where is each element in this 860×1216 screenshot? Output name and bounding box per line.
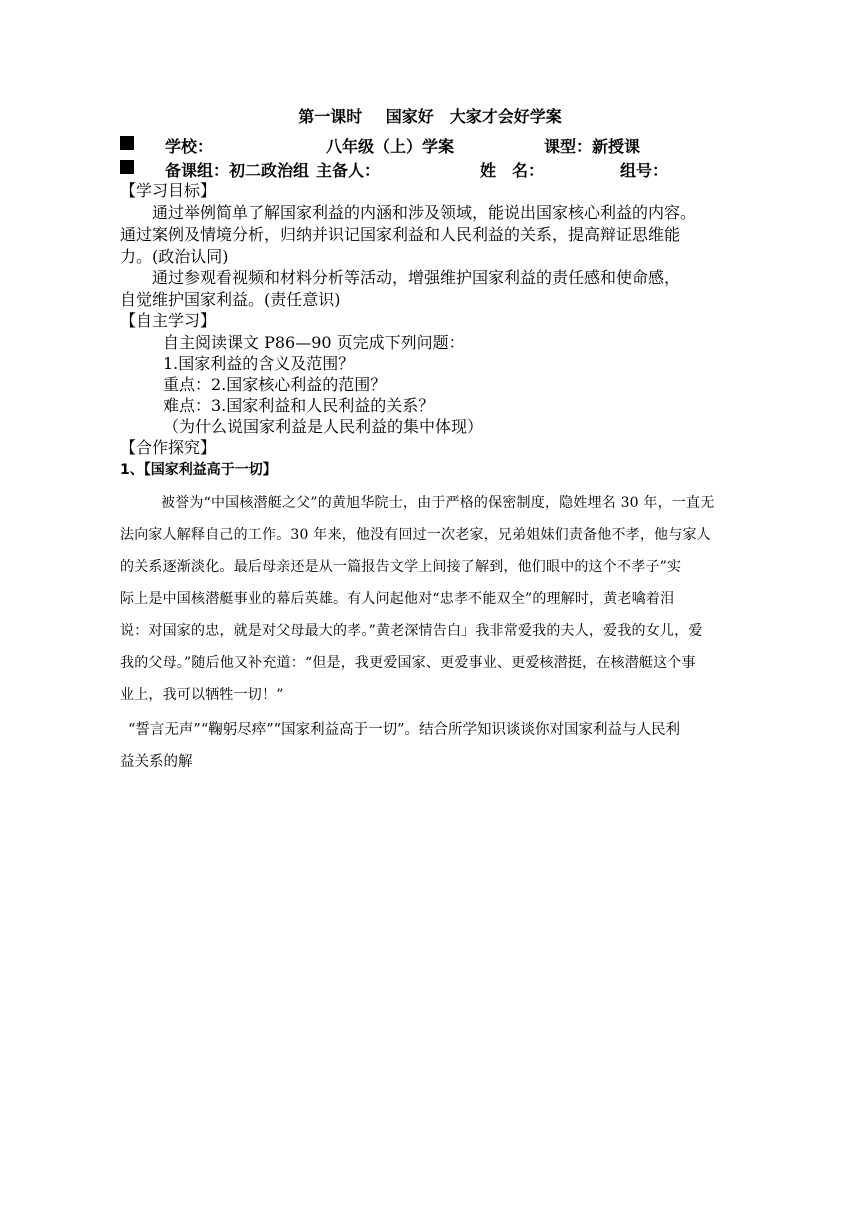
header-bullet-1 xyxy=(120,134,134,153)
objective-text: 通过参观看视频和材料分析等活动，增强维护国家利益的责任感和使命感， xyxy=(152,268,681,287)
case-paragraph-line: 际上是中国核潜艇事业的幕后英雄。有人问起他对“忠孝不能双全”的理解时，黄老噙着泪 xyxy=(120,591,675,607)
school-label: 学校： xyxy=(165,137,214,156)
lesson-topic: 国家好 大家才会好学案 xyxy=(385,107,562,126)
case-paragraph-line: 我的父母。”随后他又补充道：“但是，我更爱国家、更爱事业、更爱核潜挺，在核潜艇这个事 xyxy=(120,655,696,671)
objective-text: 通过案例及情境分析，归纳并识记国家利益和人民利益的关系，提高辩证思维能 xyxy=(120,225,681,244)
case-paragraph-line: 业上，我可以牺牲一切！” xyxy=(120,687,284,703)
objective-text: 自觉维护国家利益。(责任意识) xyxy=(120,290,341,309)
section-objectives: 【学习目标】 xyxy=(120,181,217,200)
discussion-question: 益关系的解 xyxy=(120,754,193,770)
section-self-study: 【自主学习】 xyxy=(120,311,217,330)
lesson-label: 第一课时 xyxy=(298,107,363,126)
discussion-question: “誓言无声”“鞠躬尽瘁”“国家利益高于一切”。结合所学知识谈谈你对国家利益与人民利 xyxy=(128,722,680,738)
self-study-intro: 自主阅读课文 P86—90 页完成下列问题： xyxy=(163,333,465,352)
name-label: 姓 名： xyxy=(480,161,545,180)
group-label: 备课组：初二政治组 xyxy=(165,161,310,180)
square-bullet-icon xyxy=(120,136,134,150)
section-cooperation: 【合作探究】 xyxy=(120,438,217,457)
objective-text: 通过举例简单了解国家利益的内涵和涉及领域，能说出国家核心利益的内容。 xyxy=(152,203,697,222)
square-bullet-icon xyxy=(120,160,134,174)
group-number-label: 组号： xyxy=(620,161,669,180)
self-study-question: 重点：2.国家核心利益的范围？ xyxy=(163,375,387,394)
self-study-question: 难点：3.国家利益和人民利益的关系？ xyxy=(163,396,435,415)
preparer-label: 主备人： xyxy=(316,161,381,180)
self-study-question: 1.国家利益的含义及范围？ xyxy=(163,354,355,373)
grade-label: 八年级（上）学案 xyxy=(326,137,455,156)
case-paragraph-line: 法向家人解释自己的工作。30 年来，他没有回过一次老家，兄弟姐妹们责备他不孝，他与家人 xyxy=(120,527,711,543)
case-heading: 1、【国家利益高于一切】 xyxy=(120,462,277,478)
case-paragraph-line: 的关系逐渐淡化。最后母亲还是从一篇报告文学上间接了解到，他们眼中的这个不孝子”实 xyxy=(120,559,682,575)
case-paragraph-line: 被誉为“中国核潜艇之父”的黄旭华院士，由于严格的保密制度，隐姓埋名 30 年，一直无 xyxy=(161,495,715,511)
objective-text: 力。(政治认同) xyxy=(120,247,229,266)
case-paragraph-line: 说：对国家的忠，就是对父母最大的孝。”黄老深情告白」我非常爱我的夫人，爱我的女儿，爱 xyxy=(120,623,703,639)
page-title xyxy=(0,104,860,127)
course-type-label: 课型：新授课 xyxy=(544,137,641,156)
header-bullet-2 xyxy=(120,158,134,177)
self-study-note: （为什么说国家利益是人民利益的集中体现） xyxy=(163,417,484,436)
